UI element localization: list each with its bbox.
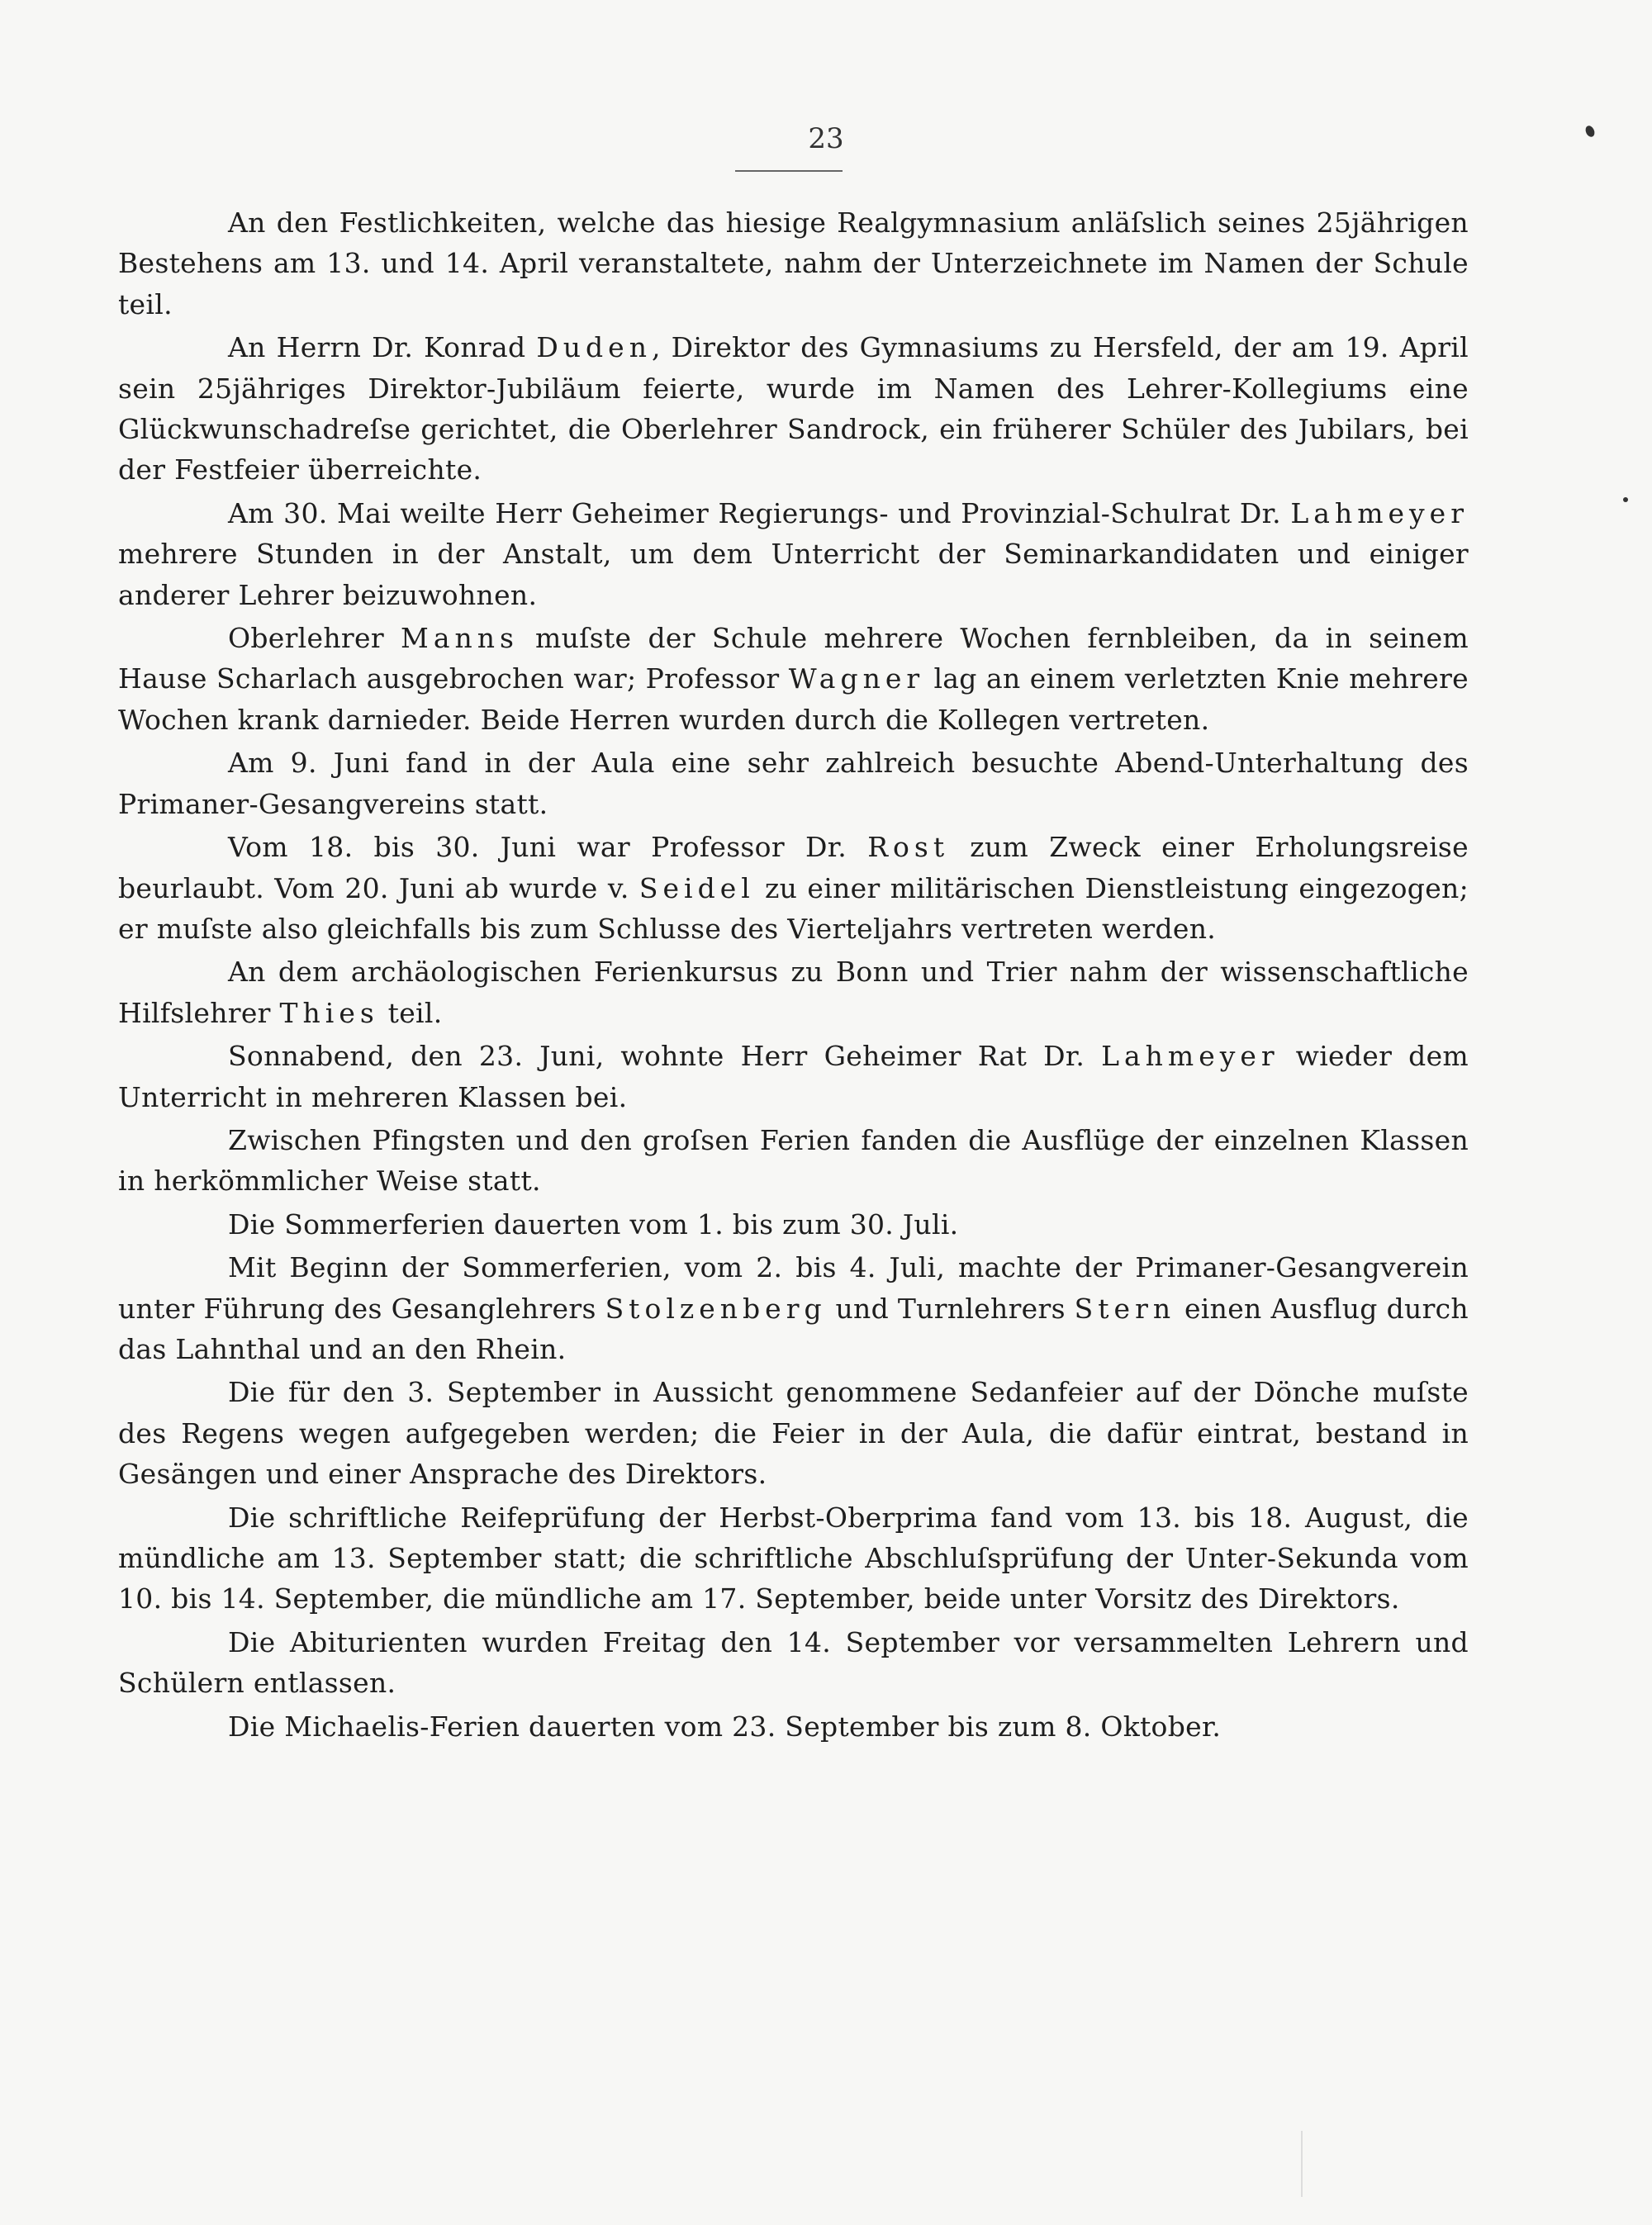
paragraph-text: Die Abiturienten wurden Freitag den 14. September vor versammelten Lehrern und Schülern entlassen.: [118, 1625, 1469, 1700]
paragraph-abend-unterhaltung: [118, 742, 1469, 824]
paragraph-text: Am 9. Juni fand in der Aula eine sehr zahlreich besuchte Abend-Unterhaltung des Primaner-Gesangvereins statt.: [118, 747, 1469, 820]
paragraph-rost-seidel: [118, 827, 1469, 949]
paragraph-duden: [118, 327, 1469, 491]
name-manns: Manns: [401, 622, 519, 655]
paragraph-text-after: , Direktor des Gymnasiums zu Hersfeld, der am 19. April sein 25jähriges Direktor-Jubiläum feierte, wurde im Namen des Lehrer-Kollegiums eine Glückwunschadreſse gerichtet, die Oberlehrer Sandrock, ein früherer Schüler des Jubilars, bei der Festfeier überreichte.: [118, 331, 1469, 486]
name-lahmeyer: Lahmeyer: [1101, 1040, 1279, 1073]
paragraph-sommerferien: [118, 1204, 1469, 1245]
name-duden: Duden: [536, 331, 652, 364]
paragraph-text-middle: zum Zweck einer Erholungsreise beurlaubt. Vom 20. Juni ab wurde v.: [118, 831, 1469, 904]
paragraph-text: Zwischen Pfingsten und den groſsen Ferien fanden die Ausflüge der einzelnen Klassen in herkömmlicher Weise statt.: [118, 1123, 1469, 1198]
paragraph-text: Die für den 3. September in Aussicht genommene Sedanfeier auf der Dönche muſste des Regens wegen aufgegeben werden; die Feier in der Aula, die dafür eintrat, bestand in Gesängen und einer Ansprache des Direktors.: [118, 1376, 1469, 1491]
name-thies: Thies: [279, 996, 379, 1029]
name-stolzenberg: Stolzenberg: [605, 1292, 827, 1325]
paragraph-text-before: Oberlehrer: [228, 622, 401, 655]
name-seidel: Seidel: [638, 871, 755, 904]
name-lahmeyer: Lahmeyer: [1290, 496, 1469, 529]
paragraph-text-middle: und Turnlehrers: [826, 1292, 1075, 1325]
paragraph-text-after: zu einer militärischen Dienstleistung eingezogen; er muſste also gleichfalls bis zum Schlusse des Vierteljahrs vertreten werden.: [118, 871, 1469, 945]
paragraph-festlichkeiten: [118, 202, 1469, 325]
paragraph-abiturienten: [118, 1622, 1469, 1704]
paragraph-text-after: mehrere Stunden in der Anstalt, um dem Unterricht der Seminarkandidaten und einiger anderer Lehrer beizuwohnen.: [118, 538, 1469, 611]
ink-mark-margin: [1623, 497, 1628, 502]
name-wagner: Wagner: [788, 662, 925, 695]
paragraph-text: Die schriftliche Reifeprüfung der Herbst-Oberprima fand vom 13. bis 18. August, die mündliche am 13. September statt; die schriftliche Abschluſsprüfung der Unter-Sekunda vom 10. bis 14. September, die mündliche am 17. September, beide unter Vorsitz des Direktors.: [118, 1501, 1469, 1615]
name-rost: Rost: [867, 831, 950, 864]
paragraph-text-after: teil.: [378, 996, 443, 1029]
paragraph-lahmeyer-sonnabend: [118, 1036, 1469, 1117]
name-stern: Stern: [1074, 1292, 1176, 1325]
paragraph-text-before: An dem archäologischen Ferienkursus zu Bonn und Trier nahm der wissenschaftliche Hilfslehrer: [118, 956, 1469, 1029]
paragraph-text: An den Festlichkeiten, welche das hiesige Realgymnasium anläſslich seines 25jährigen Bestehens am 13. und 14. April veranstaltete, nahm der Unterzeichnete im Namen der Schule teil.: [118, 206, 1469, 320]
paragraph-ausfluege: [118, 1120, 1469, 1202]
page-number: 23: [808, 122, 844, 155]
paragraph-sedanfeier: [118, 1372, 1469, 1494]
paragraph-lahmeyer-visit: [118, 493, 1469, 615]
paragraph-text-after: lag an einem verletzten Knie mehrere Wochen krank darnieder. Beide Herren wurden durch die Kollegen vertreten.: [118, 662, 1469, 736]
paragraph-text-middle: muſste der Schule mehrere Wochen fernbleiben, da in seinem Hause Scharlach ausgebrochen war; Professor: [118, 622, 1469, 695]
paragraph-text-before: Am 30. Mai weilte Herr Geheimer Regierungs- und Provinzial-Schulrat Dr.: [228, 496, 1291, 529]
paragraph-gesangverein-ausflug: [118, 1247, 1469, 1369]
paragraph-text-after: einen Ausflug durch das Lahnthal und an den Rhein.: [118, 1292, 1469, 1365]
paragraph-text-before: Sonnabend, den 23. Juni, wohnte Herr Geheimer Rat Dr.: [228, 1040, 1102, 1073]
paragraph-text-after: wieder dem Unterricht in mehreren Klassen bei.: [118, 1040, 1469, 1113]
page-number-rule: [735, 170, 843, 172]
paragraph-text: Die Michaelis-Ferien dauerten vom 23. September bis zum 8. Oktober.: [228, 1710, 1222, 1743]
paragraph-reifepruefung: [118, 1497, 1469, 1620]
paragraph-text-before: Mit Beginn der Sommerferien, vom 2. bis 4. Juli, machte der Primaner-Gesangverein unter Führung des Gesanglehrers: [118, 1251, 1469, 1325]
body-text: [118, 202, 1469, 1747]
paragraph-text: Die Sommerferien dauerten vom 1. bis zum 30. Juli.: [228, 1207, 959, 1241]
paragraph-thies: [118, 951, 1469, 1033]
faint-margin-line: [1301, 2131, 1303, 2197]
paragraph-manns-wagner: [118, 618, 1469, 740]
paragraph-text-before: Vom 18. bis 30. Juni war Professor Dr.: [228, 831, 868, 864]
paragraph-text-before: An Herrn Dr. Konrad: [228, 331, 537, 364]
paragraph-michaelis-ferien: [118, 1706, 1469, 1747]
